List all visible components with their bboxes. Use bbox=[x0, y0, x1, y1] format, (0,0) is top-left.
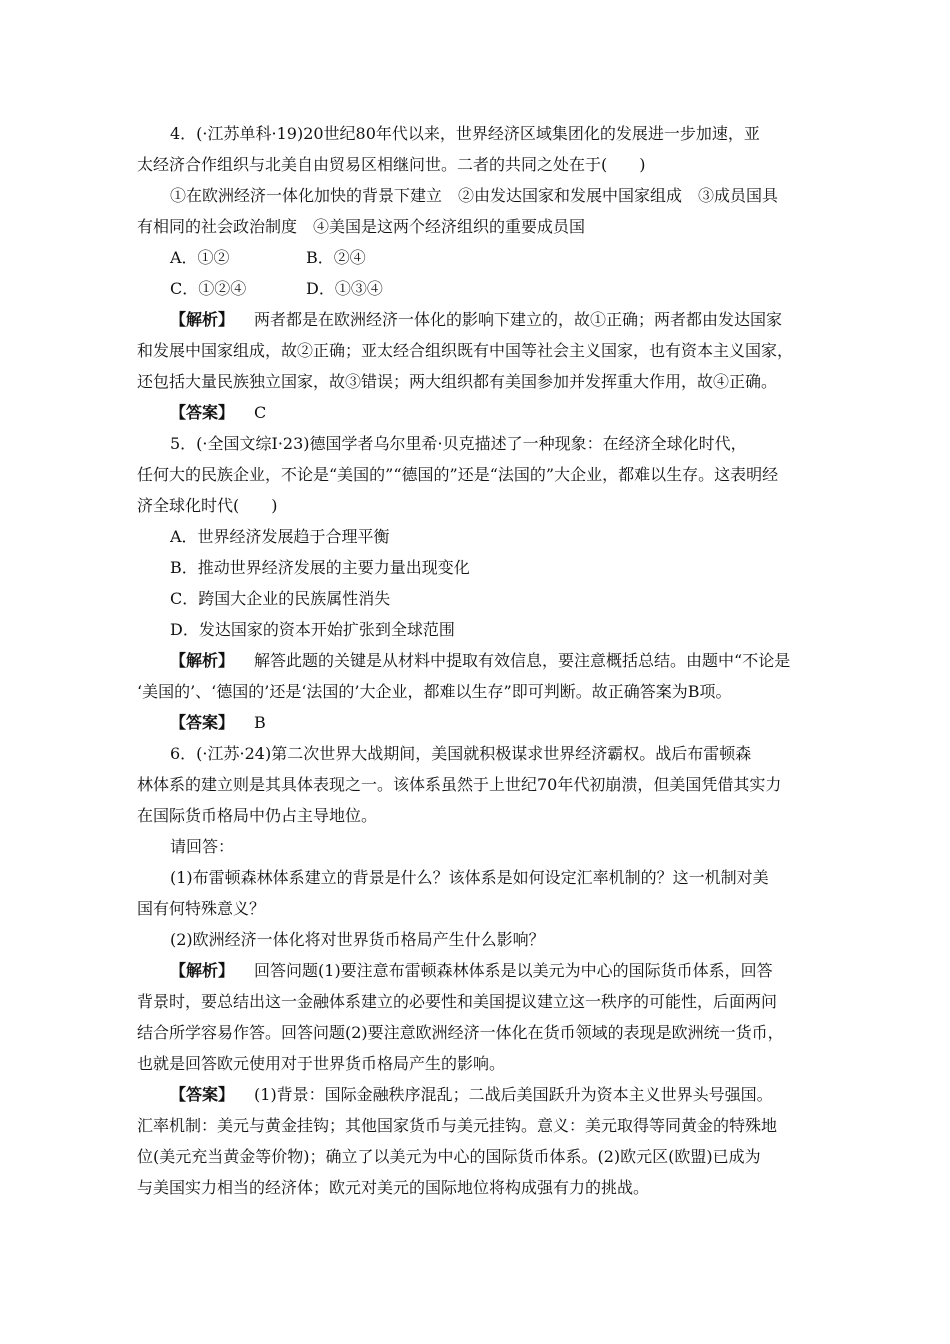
question-4 bbox=[137, 118, 817, 428]
question-4-stem-line1: 4．(·江苏单科·19)20世纪80年代以来，世界经济区域集团化的发展进一步加速，亚 bbox=[170, 124, 760, 143]
analysis-tag: 【解析】 bbox=[170, 651, 235, 670]
question-5-stem-line1: 5．(·全国文综Ⅰ·23)德国学者乌尔里希·贝克描述了一种现象：在经济全球化时代， bbox=[170, 434, 747, 453]
analysis-tag: 【解析】 bbox=[170, 961, 235, 980]
question-4-analysis-line2: 和发展中国家组成，故②正确；亚太经合组织既有中国等社会主义国家，也有资本主义国家， bbox=[137, 341, 794, 360]
question-6-sub1-line2: 国有何特殊意义？ bbox=[137, 899, 266, 918]
question-6-stem-line1: 6．(·江苏·24)第二次世界大战期间，美国就积极谋求世界经济霸权。战后布雷顿森 bbox=[170, 744, 752, 763]
question-4-answer bbox=[137, 397, 817, 428]
question-6 bbox=[137, 738, 817, 1203]
answer-text: (1)背景：国际金融秩序混乱；二战后美国跃升为资本主义世界头号强国。 bbox=[254, 1085, 773, 1104]
question-4-options-ab bbox=[137, 242, 817, 273]
question-5-stem-line3: 济全球化时代( ) bbox=[137, 496, 278, 515]
question-5-stem-line2: 任何大的民族企业，不论是“美国的”“德国的”还是“法国的”大企业，都难以生存。这表明经 bbox=[137, 465, 779, 484]
question-5-analysis-line1 bbox=[137, 645, 817, 676]
question-4-analysis-line1 bbox=[137, 304, 817, 335]
question-6-answer-line3: 位(美元充当黄金等价物)；确立了以美元为中心的国际货币体系。(2)欧元区(欧盟)已成为 bbox=[137, 1147, 761, 1166]
option-a: A．①② bbox=[170, 248, 230, 267]
question-4-items-line2: 有相同的社会政治制度 ④美国是这两个经济组织的重要成员国 bbox=[137, 217, 586, 236]
analysis-text: 解答此题的关键是从材料中提取有效信息，要注意概括总结。由题中“不论是 bbox=[254, 651, 791, 670]
question-6-sub1-line1: (1)布雷顿森林体系建立的背景是什么？该体系是如何设定汇率机制的？这一机制对美 bbox=[170, 868, 769, 887]
analysis-tag: 【解析】 bbox=[170, 310, 235, 329]
question-4-items-line1: ①在欧洲经济一体化加快的背景下建立 ②由发达国家和发展中国家组成 ③成员国具 bbox=[170, 186, 779, 205]
answer-tag: 【答案】 bbox=[170, 1085, 235, 1104]
question-6-stem-line2: 林体系的建立则是其具体表现之一。该体系虽然于上世纪70年代初崩溃，但美国凭借其实力 bbox=[137, 775, 782, 794]
question-5-analysis-line2: ‘美国的’、‘德国的’还是‘法国的’大企业，都难以生存”即可判断。故正确答案为B项。 bbox=[137, 682, 732, 701]
question-6-analysis-line2: 背景时，要总结出这一金融体系建立的必要性和美国提议建立这一秩序的可能性，后面两问 bbox=[137, 992, 778, 1011]
question-5-answer bbox=[137, 707, 817, 738]
question-5 bbox=[137, 428, 817, 738]
question-6-answer-line4: 与美国实力相当的经济体；欧元对美元的国际地位将构成强有力的挑战。 bbox=[137, 1178, 650, 1197]
document-page bbox=[137, 118, 817, 1203]
question-6-analysis-line1 bbox=[137, 955, 817, 986]
question-6-answer-line1 bbox=[137, 1079, 817, 1110]
question-6-answer-line2: 汇率机制：美元与黄金挂钩；其他国家货币与美元挂钩。意义：美元取得等同黄金的特殊地 bbox=[137, 1116, 778, 1135]
question-6-analysis-line3: 结合所学容易作答。回答问题(2)要注意欧洲经济一体化在货币领域的表现是欧洲统一货币， bbox=[137, 1023, 784, 1042]
question-4-stem-line2: 太经济合作组织与北美自由贸易区相继问世。二者的共同之处在于( ) bbox=[137, 155, 646, 174]
option-d: D．①③④ bbox=[306, 279, 383, 298]
option-c: C．①②④ bbox=[170, 279, 247, 298]
option-d: D．发达国家的资本开始扩张到全球范围 bbox=[170, 620, 455, 639]
option-b: B．推动世界经济发展的主要力量出现变化 bbox=[170, 558, 470, 577]
option-a: A．世界经济发展趋于合理平衡 bbox=[170, 527, 390, 546]
analysis-text: 回答问题(1)要注意布雷顿森林体系是以美元为中心的国际货币体系，回答 bbox=[254, 961, 773, 980]
question-4-options-cd bbox=[137, 273, 817, 304]
option-c: C．跨国大企业的民族属性消失 bbox=[170, 589, 391, 608]
answer-tag: 【答案】 bbox=[170, 713, 235, 732]
question-6-analysis-line4: 也就是回答欧元使用对于世界货币格局产生的影响。 bbox=[137, 1054, 506, 1073]
question-4-analysis-line3: 还包括大量民族独立国家，故③错误；两大组织都有美国参加并发挥重大作用，故④正确。 bbox=[137, 372, 778, 391]
option-b: B．②④ bbox=[306, 248, 366, 267]
answer-text: C bbox=[254, 403, 267, 422]
question-6-sub2: (2)欧洲经济一体化将对世界货币格局产生什么影响？ bbox=[170, 930, 545, 949]
question-6-prompt: 请回答： bbox=[170, 837, 235, 856]
answer-tag: 【答案】 bbox=[170, 403, 235, 422]
analysis-text: 两者都是在欧洲经济一体化的影响下建立的，故①正确；两者都由发达国家 bbox=[254, 310, 783, 329]
question-6-stem-line3: 在国际货币格局中仍占主导地位。 bbox=[137, 806, 378, 825]
answer-text: B bbox=[254, 713, 266, 732]
